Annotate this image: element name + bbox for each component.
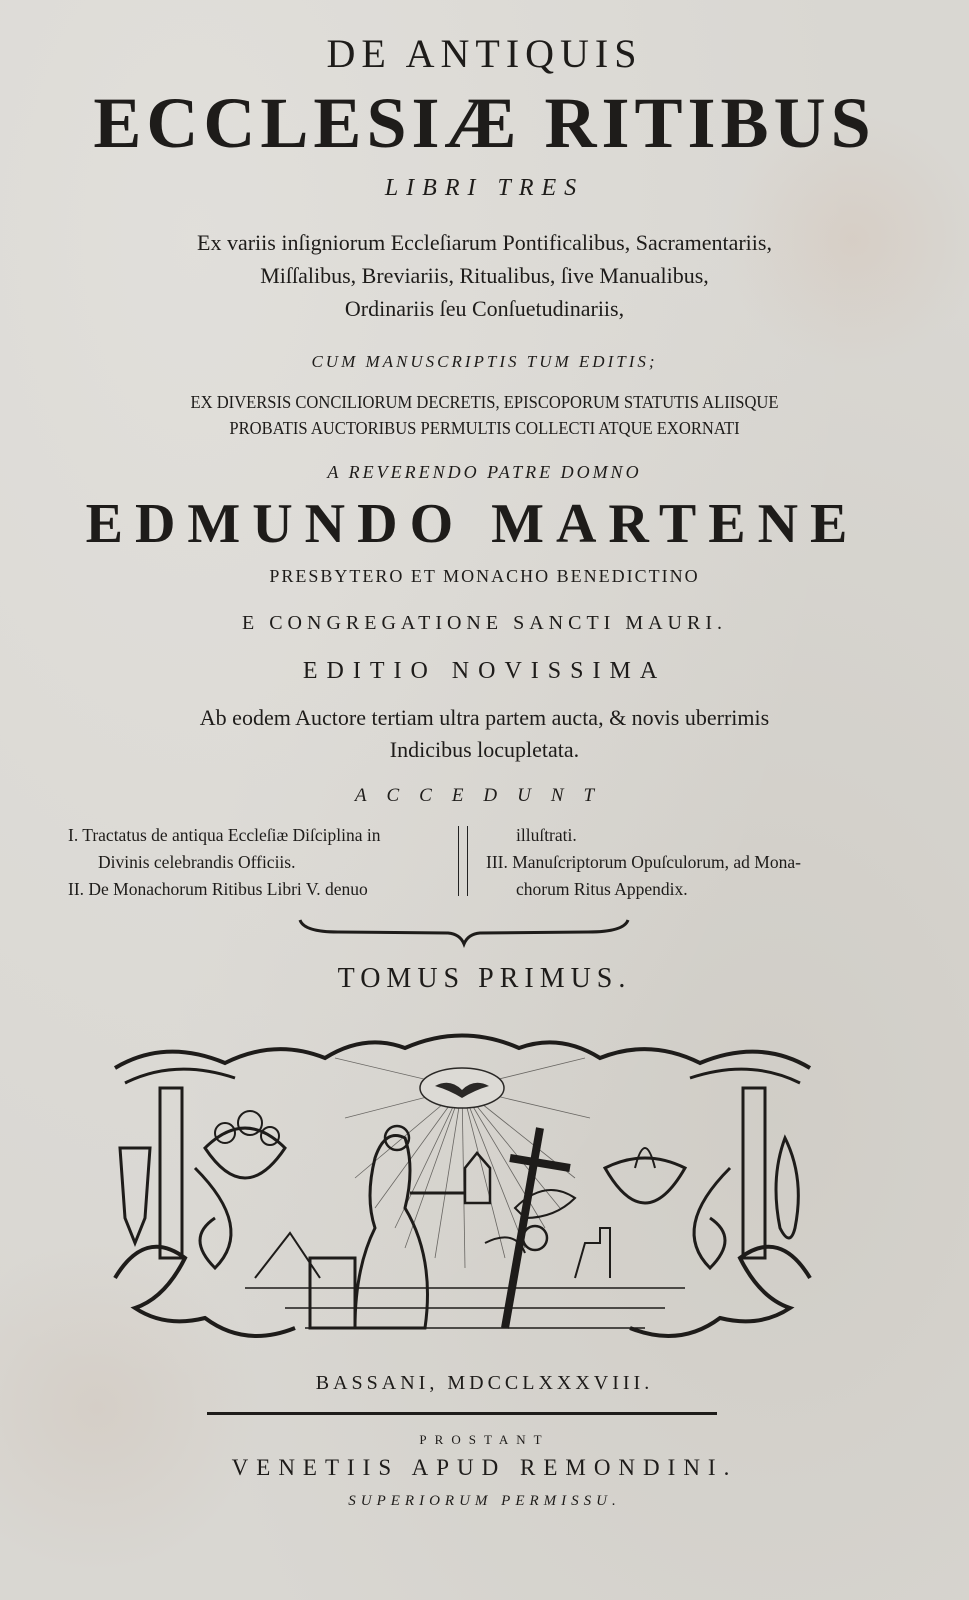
accedunt-contents: [68, 822, 888, 902]
sources-line-3: Ordinariis ſeu Conſuetudinariis,: [344, 296, 625, 321]
edition-note-line-1: Ab eodem Auctore tertiam ultra partem aucta, & novis uberrimis: [199, 705, 770, 730]
congregation: E CONGREGATIONE SANCTI MAURI.: [242, 612, 727, 634]
publisher: VENETIIS APUD REMONDINI.: [231, 1455, 738, 1480]
title-line-2: ECCLESIÆ RITIBUS: [93, 83, 876, 163]
subtitle: LIBRI TRES: [384, 175, 585, 201]
diversis-line-2: PROBATIS AUCTORIBUS PERMULTIS COLLECTI ATQUE EXORNATI: [229, 418, 740, 438]
accedunt-item-3-cont: chorum Ritus Appendix.: [516, 879, 688, 899]
prostant: PROSTANT: [419, 1432, 550, 1447]
accedunt-item-1-cont: Divinis celebrandis Officiis.: [98, 852, 296, 872]
reverendo-line: A REVERENDO PATRE DOMNO: [327, 462, 642, 482]
author-name: EDMUNDO MARTENE: [85, 493, 860, 555]
accedunt-left-column: [68, 822, 448, 903]
imprint: BASSANI, MDCCLXXXVIII.: [315, 1372, 654, 1394]
permission: SUPERIORUM PERMISSU.: [348, 1493, 621, 1509]
title-line-1: DE ANTIQUIS: [326, 31, 643, 76]
sources-line-1: Ex variis inſigniorum Eccleſiarum Pontificalibus, Sacramentariis,: [197, 230, 772, 255]
horizontal-rule: [207, 1412, 717, 1415]
accedunt-right-column: [486, 822, 886, 903]
volume-label: TOMUS PRIMUS.: [337, 963, 632, 994]
column-divider: [458, 826, 468, 896]
author-title: PRESBYTERO ET MONACHO BENEDICTINO: [269, 566, 700, 586]
diversis-line-1: EX DIVERSIS CONCILIORUM DECRETIS, EPISCOPORUM STATUTIS ALIISQUE: [190, 392, 779, 412]
edition-note-line-2: Indicibus locupletata.: [389, 737, 580, 762]
accedunt-item-2: II. De Monachorum Ritibus Libri V. denuo: [68, 879, 368, 899]
brace-ornament-icon: [298, 918, 630, 950]
edition: EDITIO NOVISSIMA: [302, 658, 667, 684]
accedunt-item-3: III. Manuſcriptorum Opuſculorum, ad Mona-: [486, 852, 801, 872]
cum-line: CUM MANUSCRIPTIS TUM EDITIS;: [311, 352, 658, 371]
accedunt-item-2-cont: illuſtrati.: [516, 825, 577, 845]
accedunt-heading: ACCEDUNT: [354, 785, 615, 806]
engraved-vignette-icon: [105, 1028, 820, 1350]
sources-line-2: Miſſalibus, Breviariis, Ritualibus, ſive Manualibus,: [260, 263, 709, 288]
accedunt-item-1: I. Tractatus de antiqua Eccleſiæ Diſciplina in: [68, 825, 381, 845]
